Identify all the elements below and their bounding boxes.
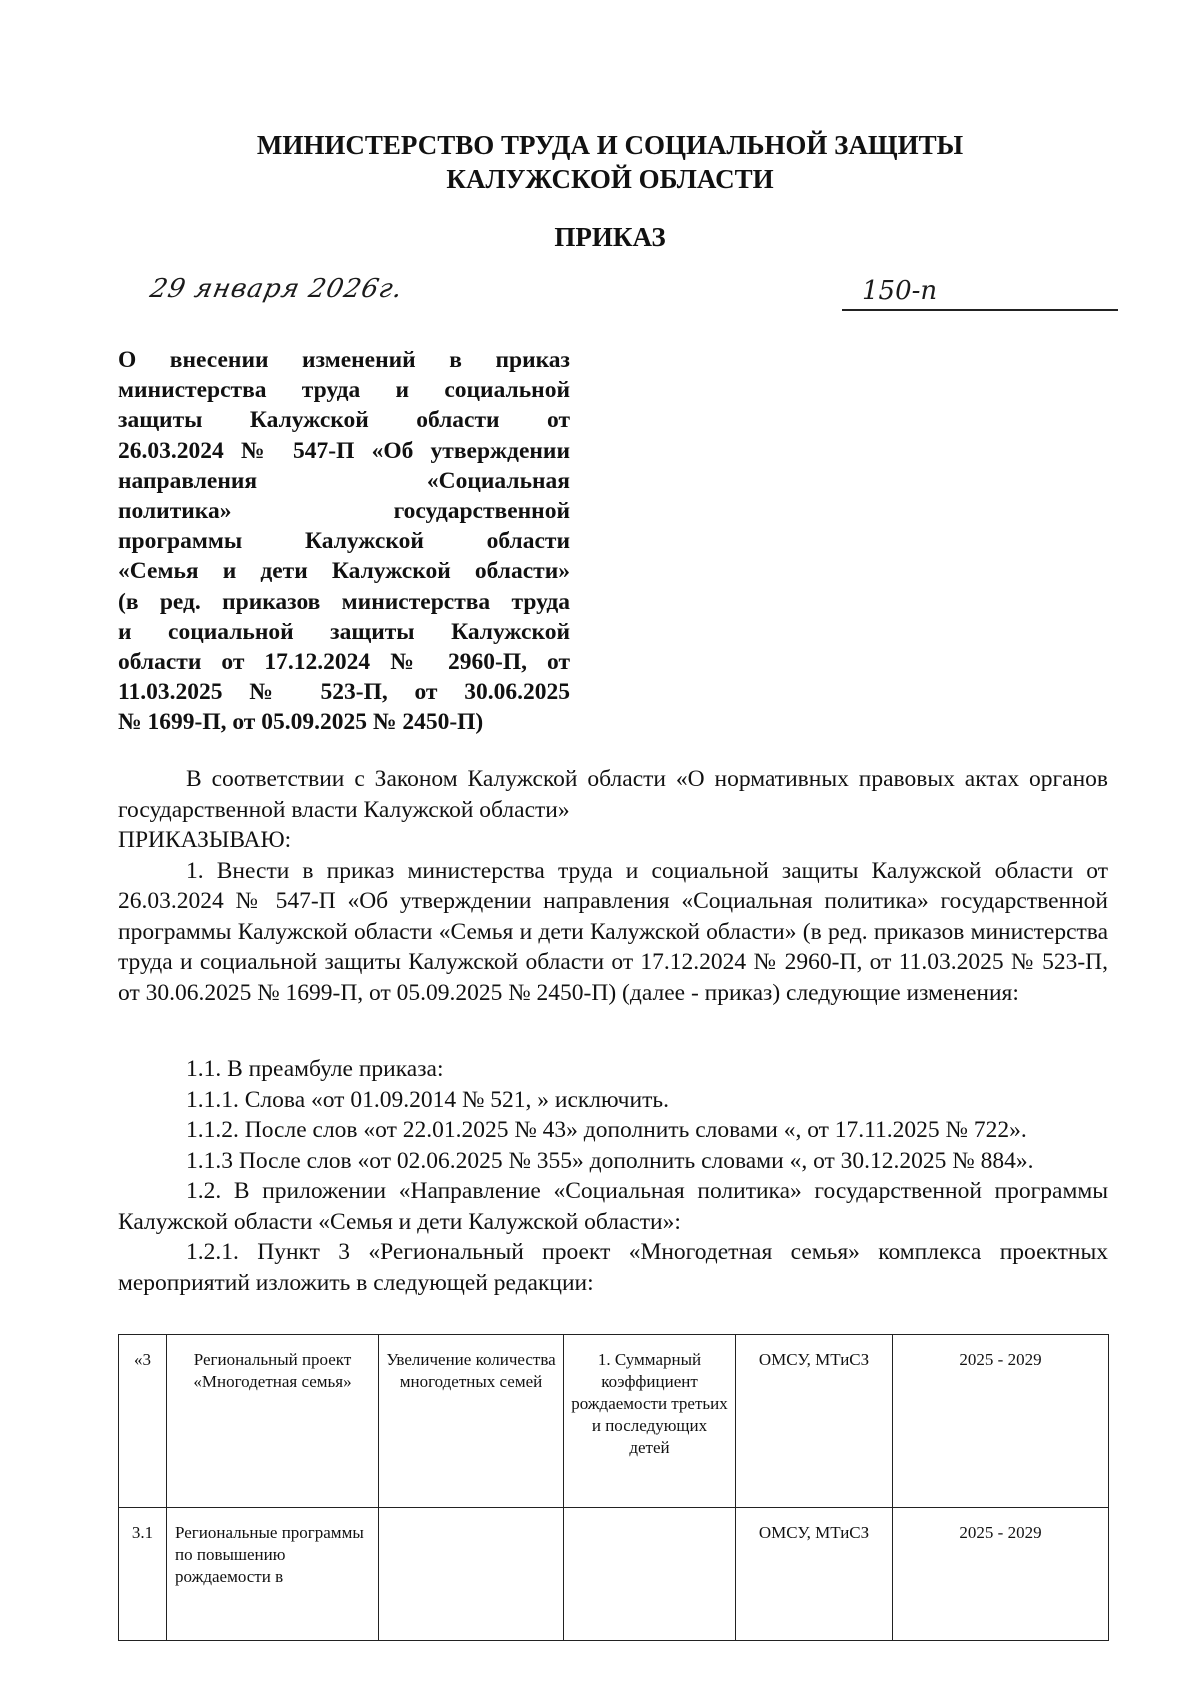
subject-line-part: направления xyxy=(118,467,258,494)
preamble-paragraph: В соответствии с Законом Калужской области «О нормативных правовых актах органов государственной власти Калужской области» xyxy=(118,766,1108,823)
table-cell-responsible: ОМСУ, МТиСЗ xyxy=(736,1508,893,1641)
table-cell-period: 2025 - 2029 xyxy=(893,1508,1109,1641)
subject-line-part: политика» xyxy=(118,498,232,525)
table-cell-responsible: ОМСУ, МТиСЗ xyxy=(736,1335,893,1508)
subject-line-part: «Социальная xyxy=(426,467,570,494)
order-body xyxy=(118,764,1108,1298)
order-word: ПРИКАЗЫВАЮ: xyxy=(118,827,292,853)
number-underline xyxy=(842,309,1118,311)
project-table xyxy=(118,1334,1109,1641)
paragraph-1-1: 1.1. В преамбуле приказа: xyxy=(186,1056,444,1082)
paragraph-1-1-2: 1.1.2. После слов «от 22.01.2025 № 43» дополнить словами «, от 17.11.2025 № 722». xyxy=(186,1117,1027,1143)
subject-line: «Семья и дети Калужской области» xyxy=(118,558,570,585)
subject-line: министерства труда и социальной xyxy=(118,377,570,404)
table-cell-indicator xyxy=(564,1508,736,1641)
paragraph-spacer xyxy=(118,1008,1108,1054)
subject-line: защиты Калужской области от xyxy=(118,407,570,434)
ministry-title-line-2: КАЛУЖСКОЙ ОБЛАСТИ xyxy=(446,164,774,194)
paragraph-1-2: 1.2. В приложении «Направление «Социальная политика» государственной программы Калужской области «Семья и дети Калужской области»: xyxy=(118,1178,1108,1235)
paragraph-1-1-1: 1.1.1. Слова «от 01.09.2014 № 521, » исключить. xyxy=(186,1086,669,1113)
subject-line: № 1699-П, от 05.09.2025 № 2450-П) xyxy=(118,709,484,736)
subject-line: и социальной защиты Калужской xyxy=(118,618,570,645)
paragraph-1: 1. Внести в приказ министерства труда и социальной защиты Калужской области от 26.03.2024 № 547-П «Об утверждении направления «Социальная политика» государственной программы Калужской области «Семья и дети Калужской области» (в ред. приказов министерства труда и социальной защиты Калужской области от 17.12.2024 № 2960-П, от 11.03.2025 № 523-П, от 30.06.2025 № 1699-П, от 05.09.2025 № 2450-П) (далее - приказ) следующие изменения: xyxy=(118,857,1108,1006)
table-cell-number: 3.1 xyxy=(119,1508,167,1641)
table-cell-name: Региональные программы по повышению рождаемости в xyxy=(167,1508,379,1641)
handwritten-date: 29 января 2026г. xyxy=(147,274,406,304)
subject-line: программы Калужской области xyxy=(118,528,570,555)
table-row xyxy=(119,1508,1109,1641)
document-type: ПРИКАЗ xyxy=(554,222,666,252)
subject-line: О внесении изменений в приказ xyxy=(118,347,570,373)
paragraph-1-1-3: 1.1.3 После слов «от 02.06.2025 № 355» дополнить словами «, от 30.12.2025 № 884». xyxy=(186,1147,1034,1174)
paragraph-1-2-1: 1.2.1. Пункт 3 «Региональный проект «Многодетная семья» комплекса проектных мероприятий изложить в следующей редакции: xyxy=(118,1239,1108,1296)
handwritten-number: 150-п xyxy=(862,276,938,306)
subject-line: 11.03.2025 № 523-П, от 30.06.2025 xyxy=(118,679,570,706)
order-subject xyxy=(118,345,570,738)
subject-line xyxy=(118,466,570,496)
table-cell-number: «3 xyxy=(119,1335,167,1508)
table-cell-goal: Увеличение количества многодетных семей xyxy=(379,1335,564,1508)
subject-line: области от 17.12.2024 № 2960-П, от xyxy=(118,649,570,676)
ministry-title-line-1: МИНИСТЕРСТВО ТРУДА И СОЦИАЛЬНОЙ ЗАЩИТЫ xyxy=(256,130,964,160)
subject-line: 26.03.2024 № 547-П «Об утверждении xyxy=(118,437,570,464)
subject-line: (в ред. приказов министерства труда xyxy=(118,588,570,615)
table-cell-period: 2025 - 2029 xyxy=(893,1335,1109,1508)
table-cell-indicator: 1. Суммарный коэффициент рождаемости третьих и последующих детей xyxy=(564,1335,736,1508)
subject-line-part: государственной xyxy=(393,498,570,525)
table-row xyxy=(119,1335,1109,1508)
table-cell-goal xyxy=(379,1508,564,1641)
ministry-title xyxy=(200,128,1020,196)
subject-line xyxy=(118,496,570,526)
table-cell-name: Региональный проект «Многодетная семья» xyxy=(167,1335,379,1508)
